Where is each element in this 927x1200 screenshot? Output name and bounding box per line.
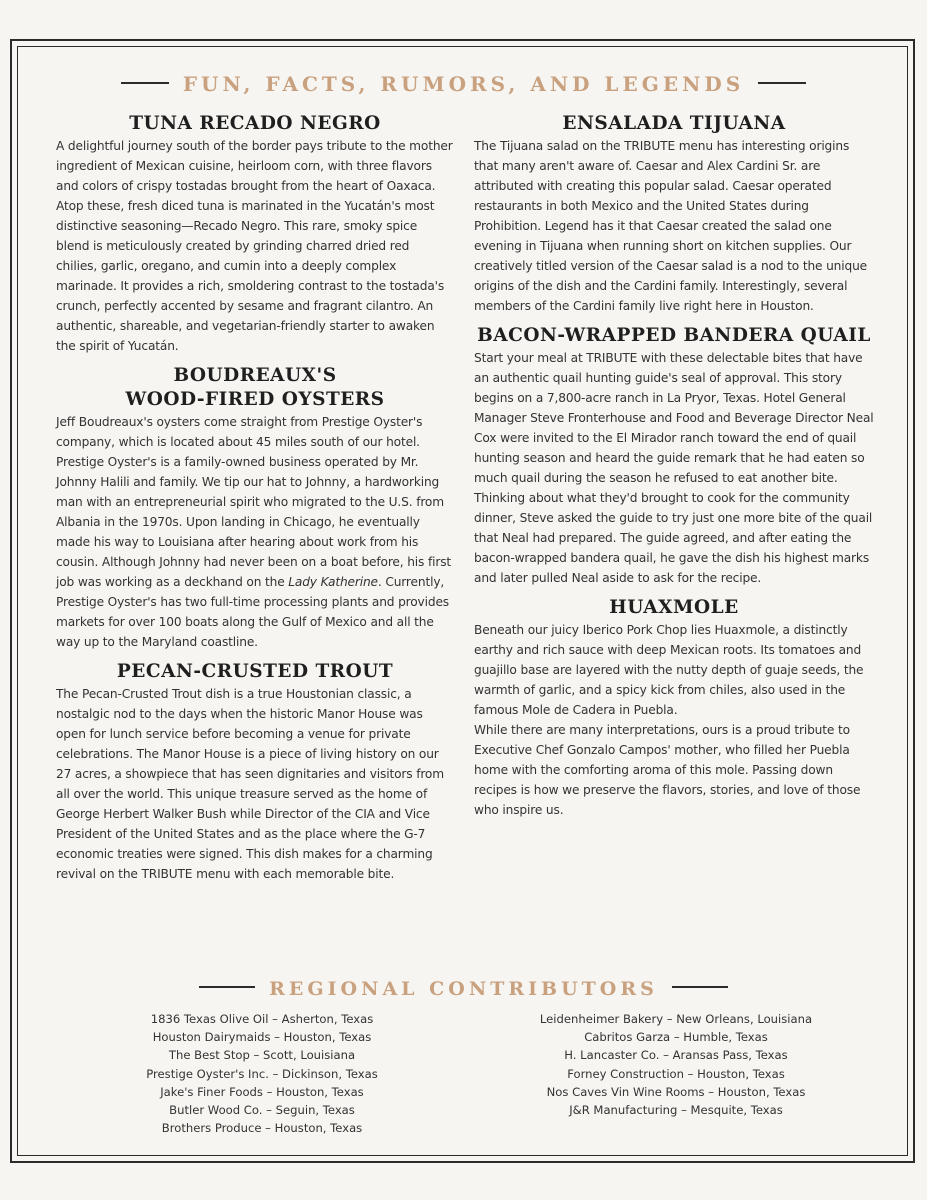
banner-title: FUN, FACTS, RUMORS, AND LEGENDS — [182, 72, 745, 96]
article-body: A delightful journey south of the border pays tribute to the mother ingredient of Mexican cuisine, heirloom corn, with three flavors and colors of crispy tostadas brought from the heart of Oaxaca. Atop these, fresh diced tuna is marinated in the Yucatán's most distinctive seasoning—Recado Negro. This rare, smoky spice blend is meticulously created by grinding charred dried red chilies, garlic, oregano, and cumin into a deeply complex marinade. It provides a rich, smoldering contrast to the tostada's crunch, perfectly accented by sesame and fragrant cilantro. An authentic, shareable, and vegetarian-friendly starter to awaken the spirit of Yucatán. — [56, 139, 453, 353]
article-quail — [474, 324, 874, 588]
right-column — [474, 112, 874, 820]
contributor-item: Brothers Produce – Houston, Texas — [161, 1121, 363, 1136]
article-title: BACON-WRAPPED BANDERA QUAIL — [477, 325, 871, 346]
contributors-list-left — [112, 1010, 412, 1137]
article-body: Start your meal at TRIBUTE with these delectable bites that have an authentic quail hunting guide's seal of approval. This story begins on a 7,800-acre ranch in La Pryor, Texas. Hotel General Manager Steve Fronterhouse and Food and Beverage Director Neal Cox were invited to the El Mirador ranch toward the end of quail hunting season and heard the guide remark that he had eaten so much quail during the season he refused to eat another bite. Thinking about what they'd brought to cook for the community dinner, Steve asked the guide to try just one more bite of the quail that Neal had prepared. The guide agreed, and after eating the bacon-wrapped bandera quail, he gave the dish his highest marks and later pulled Neal aside to ask for the recipe. — [474, 351, 874, 585]
article-title: TUNA RECADO NEGRO — [129, 113, 381, 134]
contributor-item: Forney Construction – Houston, Texas — [567, 1066, 785, 1081]
article-title — [56, 364, 454, 412]
contributor-item: J&R Manufacturing – Mesquite, Texas — [569, 1103, 783, 1118]
article-body: The Pecan-Crusted Trout dish is a true Houstonian classic, a nostalgic nod to the days when the historic Manor House was open for lunch service before becoming a venue for private celebrations. The Manor House is a piece of living history on our 27 acres, a showpiece that has seen dignitaries and visitors from all over the world. This unique treasure served as the home of George Herbert Walker Bush while Director of the CIA and Vice President of the United States and as the place where the G-7 economic treaties were signed. This dish makes for a charming revival on the TRIBUTE menu with each memorable bite. — [56, 687, 444, 881]
contributor-item: Prestige Oyster's Inc. – Dickinson, Texas — [146, 1066, 378, 1081]
section-banner-contributors — [0, 978, 927, 1000]
article-body-paragraph-2: While there are many interpretations, ours is a proud tribute to Executive Chef Gonzalo Campos' mother, who filled her Puebla home with the comforting aroma of this mole. Passing down recipes is how we preserve the flavors, stories, and love of those who inspire us. — [474, 723, 861, 817]
contributor-item: Nos Caves Vin Wine Rooms – Houston, Texas — [546, 1084, 806, 1099]
contributor-item: H. Lancaster Co. – Aransas Pass, Texas — [564, 1048, 788, 1063]
article-ensalada — [474, 112, 874, 316]
article-title-line2: WOOD-FIRED OYSTERS — [125, 389, 385, 410]
article-title-line1: BOUDREAUX'S — [173, 365, 337, 386]
article-title: PECAN-CRUSTED TROUT — [116, 661, 394, 682]
banner-rule-right — [672, 986, 728, 988]
boat-name: Lady Katherine — [288, 575, 378, 589]
contributor-item: The Best Stop – Scott, Louisiana — [168, 1048, 356, 1063]
contributor-item: Cabritos Garza – Humble, Texas — [584, 1030, 768, 1045]
banner-rule-left — [199, 986, 255, 988]
contributor-item: 1836 Texas Olive Oil – Asherton, Texas — [150, 1012, 374, 1026]
article-title: ENSALADA TIJUANA — [562, 113, 786, 134]
article-oysters — [56, 364, 454, 652]
contributor-item: Butler Wood Co. – Seguin, Texas — [169, 1103, 355, 1118]
article-body-part1: Jeff Boudreaux's oysters come straight from Prestige Oyster's company, which is located about 45 miles south of our hotel. Prestige Oyster's is a family-owned business operated by Mr. Johnny Halili and family. We tip our hat to Johnny, a hardworking man with an entrepreneurial spirit who migrated to the U.S. from Albania in the 1970s. Upon landing in Chicago, he eventually made his way to Louisiana after hearing about work from his cousin. Although Johnny had never been on a boat before, his first job was working as a deckhand on the — [56, 415, 452, 589]
left-column — [56, 112, 454, 884]
contributor-item: Leidenheimer Bakery – New Orleans, Louisiana — [539, 1012, 813, 1026]
article-tuna — [56, 112, 454, 356]
banner-rule-right — [758, 82, 806, 84]
section-banner-fun-facts — [0, 72, 927, 96]
contributor-item: Houston Dairymaids – Houston, Texas — [152, 1030, 372, 1045]
article-body-paragraph-1: Beneath our juicy Iberico Pork Chop lies Huaxmole, a distinctly earthy and rich sauce with deep Mexican roots. Its tomatoes and guajillo base are layered with the nutty depth of guaje seeds, the warmth of garlic, and a spicy kick from chiles, also used in the famous Mole de Cadera in Puebla. — [474, 623, 864, 717]
contributor-item: Jake's Finer Foods – Houston, Texas — [160, 1084, 364, 1099]
banner-rule-left — [121, 82, 169, 84]
contributors-list-right — [526, 1010, 826, 1119]
article-body-part2: . Currently, Prestige Oyster's has two full-time processing plants and provides markets for over 100 boats along the Gulf of Mexico and all the way up to the Maryland coastline. — [56, 575, 449, 649]
article-body — [56, 412, 454, 652]
article-title: HUAXMOLE — [609, 597, 739, 618]
banner-title: REGIONAL CONTRIBUTORS — [269, 978, 658, 1000]
article-body: The Tijuana salad on the TRIBUTE menu has interesting origins that many aren't aware of. Caesar and Alex Cardini Sr. are attributed with creating this popular salad. Caesar operated restaurants in both Mexico and the United States during Prohibition. Legend has it that Caesar created the salad one evening in Tijuana when running short on kitchen supplies. Our creatively titled version of the Caesar salad is a nod to the unique origins of the dish and the Cardini family. Interestingly, several members of the Cardini family live right here in Houston. — [474, 139, 867, 313]
article-trout — [56, 660, 454, 884]
article-huaxmole — [474, 596, 874, 820]
